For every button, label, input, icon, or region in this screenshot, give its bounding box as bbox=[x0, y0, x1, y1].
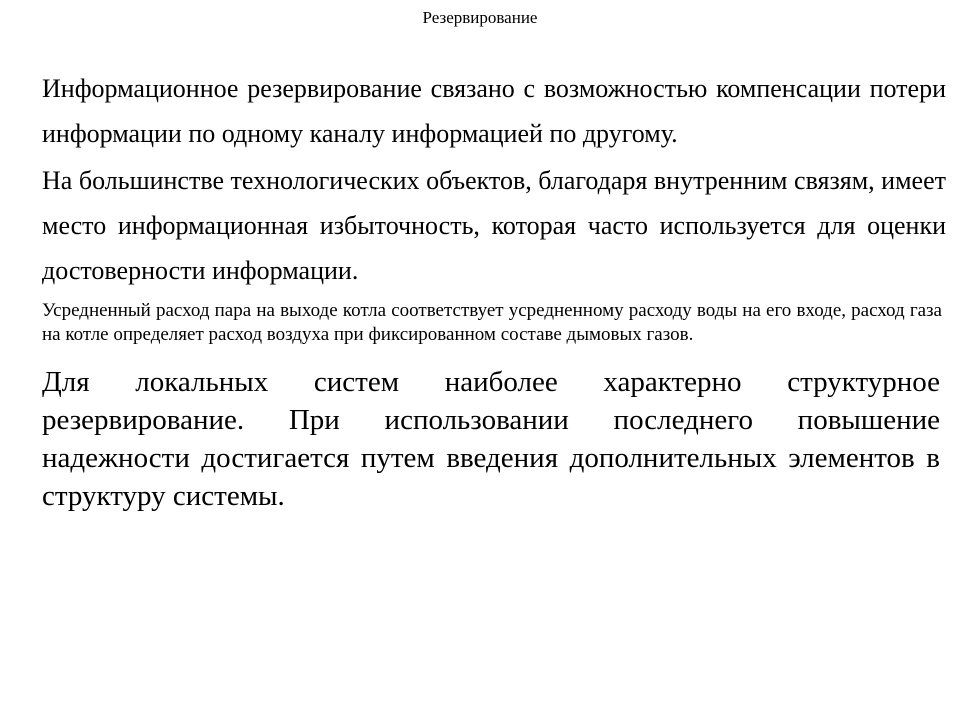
paragraph-informational-redundancy: Информационное резервирование связано с возможностью компенсации потери информации по одному каналу информацией по другому. bbox=[42, 74, 946, 148]
page-title: Резервирование bbox=[422, 8, 538, 27]
slide bbox=[0, 8, 960, 728]
paragraph-structural-redundancy: Для локальных систем наиболее характерно структурное резервирование. При использовании последнего повышение надежности достигается путем введения дополнительных элементов в структуру системы. bbox=[42, 366, 940, 512]
paragraph-technological-objects: На большинстве технологических объектов, благодаря внутренним связям, имеет место информационная избыточность, которая часто используется для оценки достоверности информации. bbox=[42, 166, 946, 285]
paragraph-steam-flow-example: Усредненный расход пара на выходе котла соответствует усредненному расходу воды на его входе, расход газа на котле определяет расход воздуха при фиксированном составе дымовых газов. bbox=[42, 300, 942, 345]
slide-body bbox=[42, 66, 946, 515]
